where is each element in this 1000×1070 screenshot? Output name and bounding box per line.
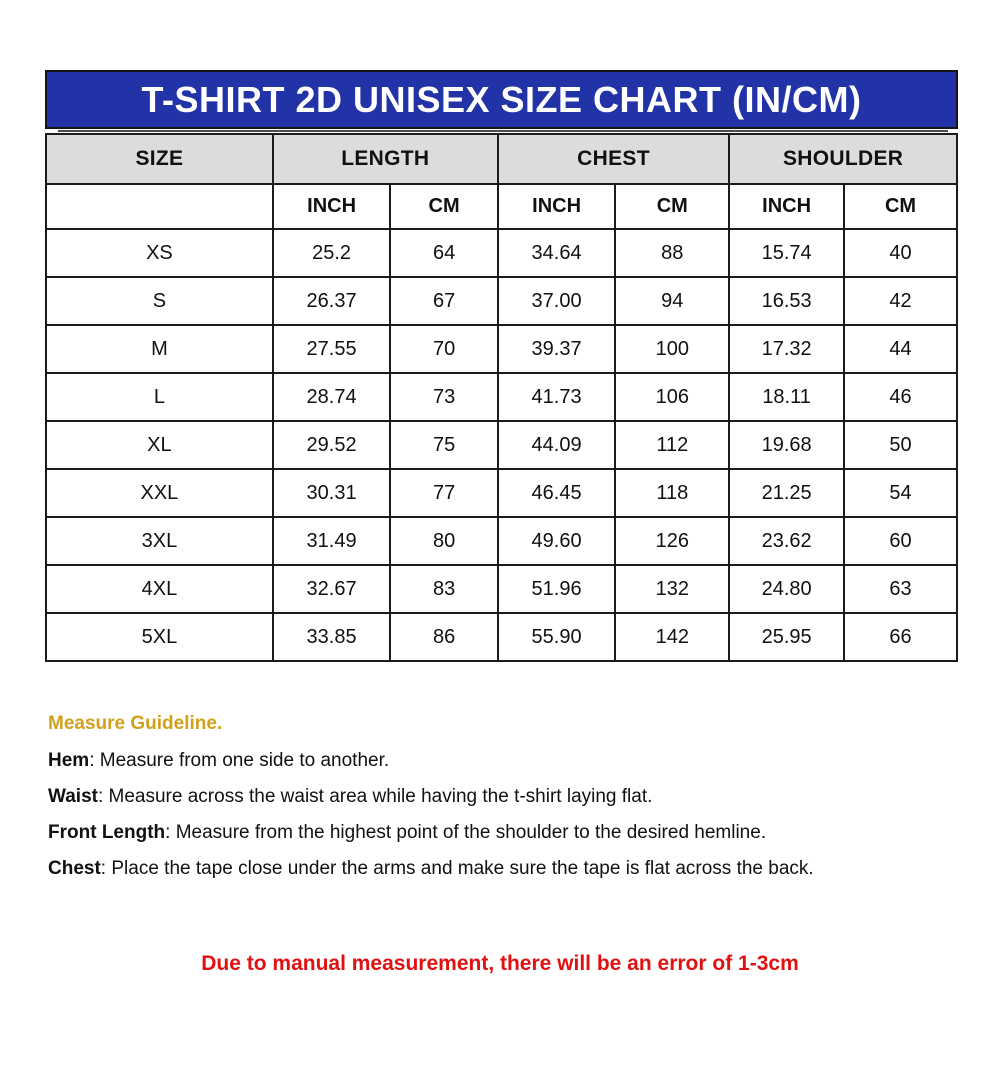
value-cell: 132 (615, 565, 729, 613)
guideline-label: Front Length (48, 822, 166, 843)
value-cell: 94 (615, 277, 729, 325)
measure-guideline (48, 712, 1000, 880)
size-table-rows (46, 229, 957, 661)
unit-header-chest-cm: CM (615, 184, 729, 229)
measurement-note: Due to manual measurement, there will be an error of 1-3cm (201, 952, 799, 975)
value-cell: 106 (615, 373, 729, 421)
value-cell: 17.32 (729, 325, 844, 373)
value-cell: 49.60 (498, 517, 616, 565)
value-cell: 37.00 (498, 277, 616, 325)
table-row (46, 277, 957, 325)
value-cell: 67 (390, 277, 497, 325)
size-cell: XS (46, 229, 273, 277)
value-cell: 64 (390, 229, 497, 277)
unit-header-length-cm: CM (390, 184, 497, 229)
value-cell: 24.80 (729, 565, 844, 613)
value-cell: 25.95 (729, 613, 844, 661)
value-cell: 75 (390, 421, 497, 469)
value-cell: 100 (615, 325, 729, 373)
size-cell: 3XL (46, 517, 273, 565)
unit-header-chest-inch: INCH (498, 184, 616, 229)
value-cell: 16.53 (729, 277, 844, 325)
value-cell: 31.49 (273, 517, 391, 565)
value-cell: 29.52 (273, 421, 391, 469)
guideline-item (48, 749, 1000, 772)
unit-header-row (46, 184, 957, 229)
value-cell: 54 (844, 469, 957, 517)
size-cell: XL (46, 421, 273, 469)
group-header-row (46, 134, 957, 184)
value-cell: 27.55 (273, 325, 391, 373)
value-cell: 80 (390, 517, 497, 565)
value-cell: 66 (844, 613, 957, 661)
value-cell: 88 (615, 229, 729, 277)
value-cell: 15.74 (729, 229, 844, 277)
guideline-item (48, 857, 1000, 880)
table-row (46, 565, 957, 613)
value-cell: 126 (615, 517, 729, 565)
table-row (46, 469, 957, 517)
guideline-text: : Measure from the highest point of the shoulder to the desired hemline. (165, 822, 767, 843)
value-cell: 26.37 (273, 277, 391, 325)
guideline-label: Hem (48, 750, 90, 771)
col-header-length: LENGTH (273, 134, 498, 184)
value-cell: 112 (615, 421, 729, 469)
value-cell: 46.45 (498, 469, 616, 517)
value-cell: 118 (615, 469, 729, 517)
size-cell: L (46, 373, 273, 421)
guideline-label: Chest (48, 858, 101, 879)
unit-header-length-inch: INCH (273, 184, 391, 229)
top-divider (58, 130, 948, 132)
size-cell: S (46, 277, 273, 325)
chart-title-bar (45, 70, 958, 129)
value-cell: 41.73 (498, 373, 616, 421)
value-cell: 28.74 (273, 373, 391, 421)
guideline-label: Waist (48, 786, 98, 807)
guideline-heading: Measure Guideline. (48, 713, 223, 734)
size-table (45, 133, 958, 662)
value-cell: 86 (390, 613, 497, 661)
value-cell: 50 (844, 421, 957, 469)
value-cell: 33.85 (273, 613, 391, 661)
col-header-chest: CHEST (498, 134, 729, 184)
value-cell: 40 (844, 229, 957, 277)
value-cell: 42 (844, 277, 957, 325)
value-cell: 44 (844, 325, 957, 373)
value-cell: 83 (390, 565, 497, 613)
guideline-list (48, 749, 1000, 880)
table-row (46, 229, 957, 277)
guideline-item (48, 821, 1000, 844)
value-cell: 142 (615, 613, 729, 661)
value-cell: 70 (390, 325, 497, 373)
value-cell: 55.90 (498, 613, 616, 661)
guideline-text: : Measure from one side to another. (89, 750, 390, 771)
table-row (46, 517, 957, 565)
value-cell: 44.09 (498, 421, 616, 469)
table-row (46, 613, 957, 661)
value-cell: 30.31 (273, 469, 391, 517)
guideline-text: : Place the tape close under the arms and make sure the tape is flat across the back. (100, 858, 814, 879)
value-cell: 73 (390, 373, 497, 421)
value-cell: 23.62 (729, 517, 844, 565)
table-row (46, 373, 957, 421)
size-cell: 5XL (46, 613, 273, 661)
value-cell: 77 (390, 469, 497, 517)
col-header-size: SIZE (46, 134, 273, 184)
value-cell: 32.67 (273, 565, 391, 613)
value-cell: 46 (844, 373, 957, 421)
value-cell: 19.68 (729, 421, 844, 469)
col-header-shoulder: SHOULDER (729, 134, 957, 184)
value-cell: 51.96 (498, 565, 616, 613)
value-cell: 18.11 (729, 373, 844, 421)
unit-header-blank (46, 184, 273, 229)
unit-header-shoulder-inch: INCH (729, 184, 844, 229)
table-row (46, 421, 957, 469)
size-cell: M (46, 325, 273, 373)
value-cell: 25.2 (273, 229, 391, 277)
value-cell: 60 (844, 517, 957, 565)
size-cell: XXL (46, 469, 273, 517)
value-cell: 63 (844, 565, 957, 613)
value-cell: 21.25 (729, 469, 844, 517)
guideline-item (48, 785, 1000, 808)
unit-header-shoulder-cm: CM (844, 184, 957, 229)
guideline-text: : Measure across the waist area while having the t-shirt laying flat. (97, 786, 653, 807)
value-cell: 39.37 (498, 325, 616, 373)
value-cell: 34.64 (498, 229, 616, 277)
table-row (46, 325, 957, 373)
size-cell: 4XL (46, 565, 273, 613)
chart-title: T-SHIRT 2D UNISEX SIZE CHART (IN/CM) (141, 78, 862, 120)
